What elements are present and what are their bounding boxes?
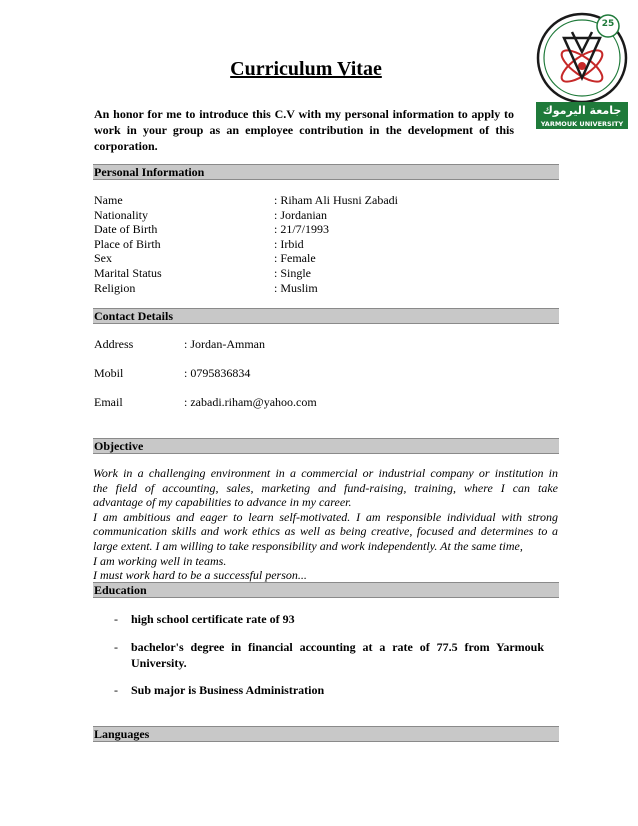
info-row-pob — [94, 237, 534, 252]
info-value: : Female — [274, 251, 316, 266]
contact-label: Email — [94, 395, 123, 409]
anniversary-badge: 25 — [601, 19, 615, 29]
contact-label: Address — [94, 337, 134, 351]
education-text: Sub major is Business Administration — [131, 683, 325, 697]
info-value: : Riham Ali Husni Zabadi — [274, 193, 398, 207]
info-value: : 21/7/1993 — [274, 222, 330, 237]
section-header-objective: Objective — [93, 438, 559, 454]
objective-line: Work in a challenging environment in a commercial or industrial company or institution in — [93, 466, 558, 480]
education-text: high school certificate rate of 93 — [131, 612, 295, 626]
info-row-name — [94, 193, 534, 208]
objective-line: communication skills and work ethics as well as being creative, focused and determines to a — [93, 524, 558, 539]
contact-value: : zabadi.riham@yahoo.com — [184, 395, 317, 409]
section-header-education: Education — [93, 582, 559, 598]
contact-value: : 0795836834 — [184, 366, 251, 380]
info-label: Place of Birth — [94, 236, 161, 251]
university-logo — [534, 8, 630, 134]
objective-text — [93, 466, 558, 583]
personal-info-table — [94, 193, 534, 295]
education-text: bachelor's degree in financial accounting at a rate of 77.5 from Yarmouk University. — [131, 640, 544, 670]
info-value: : Jordanian — [274, 207, 327, 222]
info-label: Nationality — [94, 207, 148, 222]
objective-line: large extent. I am willing to take responsibility and work independently. At the same time, — [93, 538, 523, 553]
logo-english-name: YARMOUK UNIVERSITY — [536, 119, 628, 129]
info-row-religion — [94, 281, 534, 296]
contact-value: : Jordan-Amman — [184, 337, 265, 351]
info-label: Sex — [94, 251, 112, 266]
info-label: Marital Status — [94, 265, 162, 280]
info-value: : Muslim — [274, 280, 318, 295]
bullet-dash: - — [114, 612, 118, 626]
bullet-dash: - — [114, 683, 118, 697]
info-value: : Single — [274, 265, 312, 280]
info-label: Date of Birth — [94, 222, 158, 237]
objective-line: I must work hard to be a successful person... — [93, 568, 307, 583]
info-row-sex — [94, 251, 534, 266]
info-row-dob — [94, 222, 534, 237]
page-title: Curriculum Vitae — [230, 58, 382, 80]
bullet-dash: - — [114, 640, 118, 654]
logo-arabic-name: جامعة اليرموك — [536, 102, 628, 119]
info-row-marital — [94, 266, 534, 281]
section-header-languages: Languages — [93, 726, 559, 742]
section-header-personal: Personal Information — [93, 164, 559, 180]
section-header-contact: Contact Details — [93, 308, 559, 324]
contact-label: Mobil — [94, 366, 124, 380]
objective-line: advantage of my capabilities to advance in my career. — [93, 495, 352, 510]
info-row-nationality — [94, 208, 534, 223]
objective-line: I am working well in teams. — [93, 553, 227, 568]
intro-paragraph: An honor for me to introduce this C.V with my personal information to apply to work in your group as an employee contribution in the development of this corporation. — [94, 107, 514, 153]
objective-line: the field of accounting, sales, marketing and fund-raising, training, where I can take — [93, 480, 558, 495]
objective-line: I am ambitious and eager to learn self-motivated. I am responsible individual with strong — [93, 509, 558, 524]
info-label: Religion — [94, 280, 136, 295]
info-label: Name — [94, 193, 123, 207]
info-value: : Irbid — [274, 236, 304, 251]
